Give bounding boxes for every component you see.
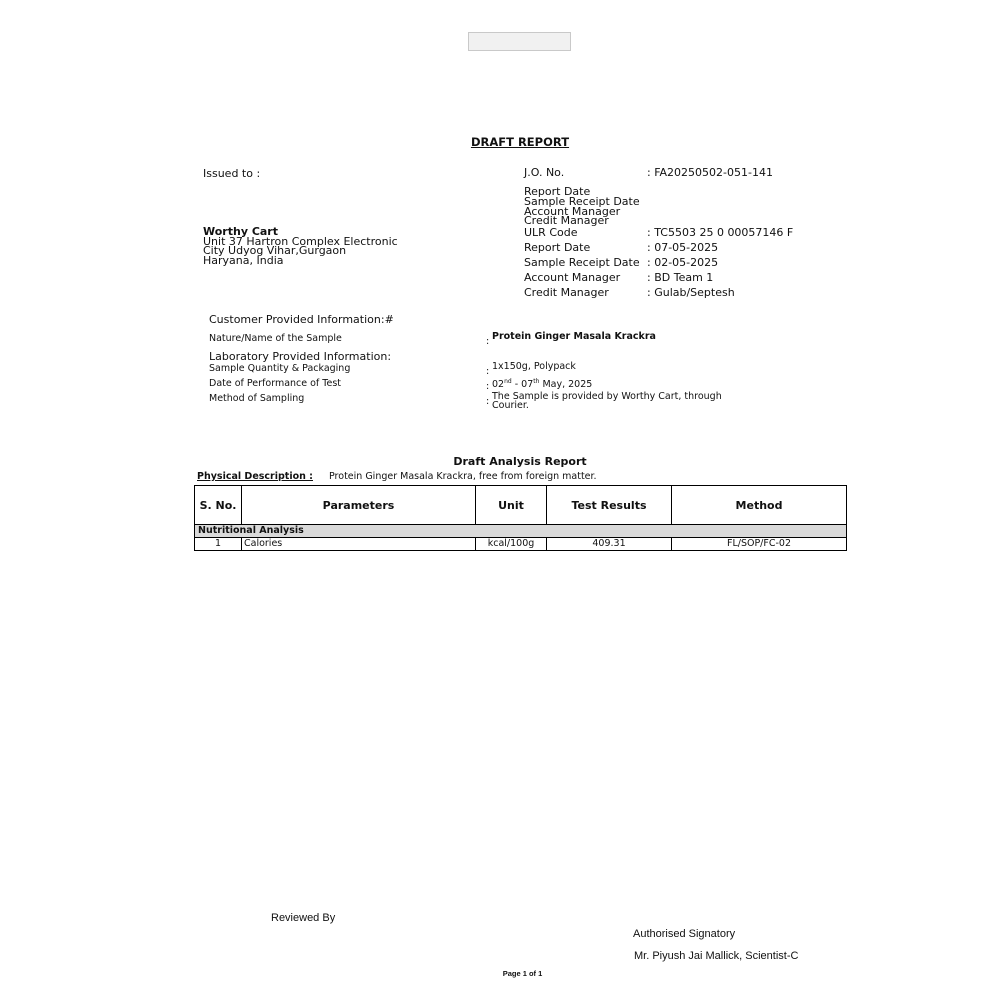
method-text	[492, 393, 722, 410]
account-manager-value: : BD Team 1	[647, 271, 714, 284]
section-row	[195, 525, 847, 538]
method-line-1: The Sample is provided by Worthy Cart, through	[492, 391, 722, 402]
date-colon: :	[486, 381, 490, 392]
credit-manager-label: Credit Manager	[524, 286, 609, 299]
address-line-2: City Udyog Vihar,Gurgaon	[203, 244, 347, 257]
method-sampling-label: Method of Sampling	[209, 393, 305, 404]
customer-info-heading	[209, 313, 394, 326]
reviewed-by: Reviewed By	[271, 912, 336, 924]
customer-address	[203, 227, 398, 265]
col-test-results: Test Results	[547, 486, 672, 525]
signer-name: Mr. Piyush Jai Mallick, Scientist-C	[634, 950, 799, 962]
ulr-code-value: : TC5503 25 0 00057146 F	[647, 226, 794, 239]
cell-unit: kcal/100g	[476, 538, 547, 551]
physical-description-value: Protein Ginger Masala Krackra, free from foreign matter.	[329, 471, 597, 482]
method-colon: :	[486, 396, 490, 407]
customer-name: Worthy Cart	[203, 225, 278, 238]
cell-result: 409.31	[547, 538, 672, 551]
col-method: Method	[672, 486, 847, 525]
customer-info-hash: #	[384, 313, 394, 326]
table-row	[195, 538, 847, 551]
address-line-1: Unit 37 Hartron Complex Electronic	[203, 234, 398, 248]
date-suffix-start: nd	[504, 378, 512, 385]
date-day-start: 02	[492, 379, 505, 391]
cell-method: FL/SOP/FC-02	[672, 538, 847, 551]
method-line-2: Courier.	[492, 399, 529, 411]
nature-label: Nature/Name of the Sample	[209, 333, 342, 344]
issued-to-label: Issued to :	[203, 167, 261, 180]
customer-info-heading-text: Customer Provided Information:	[209, 313, 385, 326]
header-label-stack	[524, 187, 640, 226]
jo-no-label: J.O. No.	[524, 166, 565, 179]
jo-no-value: : FA20250502-051-141	[647, 166, 773, 179]
section-nutritional-analysis: Nutritional Analysis	[195, 525, 847, 538]
lab-info-heading: Laboratory Provided Information:	[209, 350, 392, 363]
nature-colon: :	[486, 336, 490, 347]
col-sno: S. No.	[195, 486, 242, 525]
stack-account-manager: Account Manager	[524, 204, 621, 218]
qty-colon: :	[486, 366, 490, 377]
page-number: Page 1 of 1	[502, 969, 543, 978]
date-month-year: May, 2025	[539, 379, 593, 391]
col-parameters: Parameters	[242, 486, 476, 525]
account-manager-label: Account Manager	[524, 271, 621, 284]
date-value	[486, 378, 592, 392]
stack-report-date: Report Date	[524, 185, 591, 198]
address-line-3: Haryana, India	[203, 253, 284, 267]
date-label: Date of Performance of Test	[209, 378, 342, 389]
stack-credit-manager: Credit Manager	[524, 214, 609, 228]
date-suffix-end: th	[533, 378, 540, 385]
col-unit: Unit	[476, 486, 547, 525]
cell-sno: 1	[195, 538, 242, 551]
report-title: DRAFT REPORT	[470, 135, 570, 149]
qty-value	[486, 363, 576, 377]
nature-text: Protein Ginger Masala Krackra	[492, 331, 656, 342]
sample-receipt-date-label: Sample Receipt Date	[524, 256, 640, 269]
credit-manager-value: : Gulab/Septesh	[647, 286, 735, 299]
ulr-code-label: ULR Code	[524, 226, 578, 239]
report-date-label: Report Date	[524, 241, 591, 254]
table-header-row	[195, 486, 847, 525]
date-text	[492, 378, 592, 390]
analysis-title: Draft Analysis Report	[453, 455, 587, 468]
header-placeholder-box	[468, 32, 571, 51]
date-day-end: - 07	[511, 379, 534, 391]
stack-sample-receipt-date: Sample Receipt Date	[524, 194, 640, 208]
sample-receipt-date-value: : 02-05-2025	[647, 256, 719, 269]
cell-parameter: Calories	[242, 538, 476, 551]
method-sampling-value	[486, 393, 722, 410]
qty-label: Sample Quantity & Packaging	[209, 363, 351, 374]
authorised-signatory: Authorised Signatory	[633, 928, 736, 940]
qty-text: 1x150g, Polypack	[492, 361, 576, 372]
report-date-value: : 07-05-2025	[647, 241, 719, 254]
analysis-table	[194, 485, 847, 551]
nature-value	[486, 333, 656, 347]
physical-description-label: Physical Description :	[197, 471, 313, 482]
